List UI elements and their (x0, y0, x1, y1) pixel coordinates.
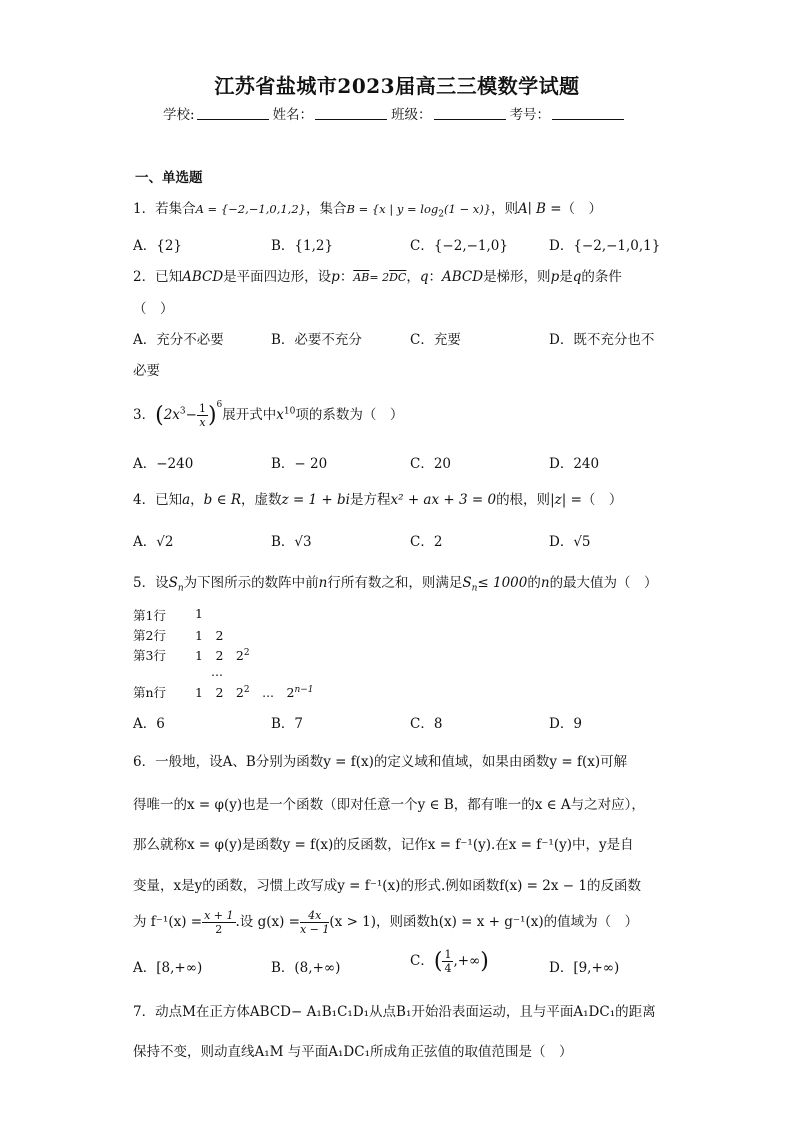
q4-z: z = 1 + bi (281, 492, 350, 508)
q4-a: a (182, 492, 191, 508)
name-label: 姓名： (272, 107, 314, 123)
page-title: 江苏省盐城市2023届高三三模数学试题 (214, 74, 580, 98)
q6-frac2-den: x − 1 (299, 923, 330, 936)
q6-g-def: .设 g(x) = (235, 914, 300, 930)
q5-rown-exp: 2 (243, 684, 250, 695)
q2-option-c[interactable]: C．充要 (410, 332, 461, 348)
q2-abcd: ABCD (182, 269, 224, 285)
q5-rown-tail-exp: n−1 (294, 684, 314, 695)
q5-ineq-sub: n (471, 583, 478, 594)
q3-minus: − (185, 407, 197, 423)
q6-option-c-den: 4 (444, 962, 452, 975)
q3-rparen: ) (207, 403, 217, 428)
q3-option-b[interactable]: B．− 20 (271, 456, 328, 472)
q2-vector-ab: $\overline{AB}$ (353, 271, 370, 284)
q2-option-d[interactable]: D．既不充分也不 (549, 332, 655, 348)
q1-option-a[interactable]: A．{2} (133, 238, 183, 254)
q6-option-c-tail: ,+∞ (453, 953, 481, 969)
question-5 (133, 571, 658, 594)
q6-line5-tail: (x > 1)，则函数h(x) = x + g⁻¹(x)的值域为（ ） (329, 914, 639, 930)
q5-table-row2-label: 第2行 (133, 628, 166, 643)
q4-option-d[interactable]: D．√5 (549, 534, 591, 550)
q3-text-b: 项的系数为（ ） (295, 407, 404, 423)
q1-log-base: 2 (438, 209, 444, 220)
q4-abs-z: |z| = (550, 492, 582, 508)
q4-text: 4．已知 (133, 492, 183, 508)
q6-line-1: 6．一般地，设A、B分别为函数y = f(x)的定义域和值域，如果由函数y = f(x)可解 (133, 754, 628, 770)
q2-abcd-2: ABCD (441, 269, 484, 285)
q5-text-e: 的最大值为（ ） (549, 575, 658, 591)
q2-colon-2: ： (428, 269, 442, 285)
question-1 (133, 197, 602, 220)
q4-b-in-r: b ∈ R (203, 492, 242, 508)
q5-text: 5．设 (133, 575, 169, 591)
q3-expr: 2x (163, 407, 180, 423)
q4-option-c[interactable]: C．2 (410, 534, 443, 550)
q1-expr: A∣ B = (518, 201, 562, 217)
q5-rown-text: 1 2 2 (195, 685, 244, 700)
q1-set-a: A = {−2,−1,0,1,2} (195, 202, 306, 216)
q6-option-c-fraction (442, 948, 453, 975)
q4-text-d: 是方程 (350, 492, 391, 508)
q1-text-c: ，则 (491, 201, 519, 217)
section-heading: 一、单选题 (135, 170, 203, 186)
question-3 (133, 400, 403, 429)
class-blank[interactable] (434, 107, 506, 120)
q7-line-1: 7．动点M在正方体ABCD− A₁B₁C₁D₁从点B₁开始沿表面运动，且与平面A₁DC₁的距离 (133, 1004, 656, 1020)
q5-n: n (318, 575, 328, 591)
q1-option-d[interactable]: D．{−2,−1,0,1} (549, 238, 661, 254)
question-2 (133, 265, 622, 285)
q5-table-row1-label: 第1行 (133, 608, 166, 623)
q5-table-dots: ... (211, 664, 223, 679)
q2-text: 2．已知 (133, 269, 183, 285)
question-4 (133, 488, 622, 508)
q6-c-lparen: ( (433, 949, 443, 974)
q2-p-2: p (550, 269, 560, 285)
q5-option-d[interactable]: D．9 (549, 716, 582, 732)
q3-option-d[interactable]: D．240 (549, 456, 600, 472)
q6-option-d[interactable]: D．[9,+∞) (549, 960, 620, 976)
q7-line-2: 保持不变，则动直线A₁M 与平面A₁DC₁所成角正弦值的取值范围是（ ） (133, 1044, 573, 1060)
q5-table-row2-values: 1 2 (195, 628, 224, 643)
exam-no-label: 考号： (509, 107, 551, 123)
q5-n-2: n (540, 575, 550, 591)
q2-p: p (331, 269, 340, 285)
q5-ineq-tail: ≤ 1000 (477, 575, 528, 591)
school-label: 学校: (163, 107, 195, 123)
q3-frac-num: 1 (198, 402, 206, 415)
q6-frac1-num: x + 1 (204, 909, 234, 922)
q1-option-b[interactable]: B．{1,2} (271, 238, 334, 254)
q5-option-c[interactable]: C．8 (410, 716, 443, 732)
q5-option-a[interactable]: A．6 (133, 716, 165, 732)
q6-option-c-label: C． (410, 953, 434, 969)
q4-paren: （ ） (581, 492, 623, 508)
q2-option-a[interactable]: A．充分不必要 (133, 332, 224, 348)
q1-text: 1．若集合 (133, 201, 196, 217)
class-label: 班级： (391, 107, 432, 123)
q5-rown-tail: ... 2 (249, 685, 295, 700)
q3-exp-3: 3 (179, 406, 186, 417)
student-info-line (163, 103, 628, 123)
q3-exp-6: 6 (216, 400, 223, 410)
q5-option-b[interactable]: B．7 (271, 716, 304, 732)
q1-set-b-tail: (1 − x)} (444, 202, 492, 216)
q3-lparen: ( (155, 403, 164, 428)
q5-sn-sub: n (177, 583, 184, 594)
q4-sep: ， (190, 492, 204, 508)
q5-text-c: 行所有数之和，则满足 (327, 575, 463, 591)
q3-number: 3． (133, 407, 156, 423)
q6-frac2-num: 4x (300, 909, 329, 923)
q6-fraction-1 (202, 909, 235, 936)
q6-option-a[interactable]: A．[8,+∞) (133, 960, 203, 976)
q1-option-c[interactable]: C．{−2,−1,0} (410, 238, 508, 254)
q2-q-2: q (572, 269, 582, 285)
q2-sep: ， (406, 269, 420, 285)
q5-table-row3-label: 第3行 (133, 648, 166, 663)
q4-text-e: 的根，则 (496, 492, 551, 508)
q6-finv: 为 f⁻¹(x) = (133, 914, 203, 930)
q5-row3-exp: 2 (243, 647, 250, 658)
q1-paren: （ ） (561, 201, 603, 217)
q1-text-b: ，集合 (305, 201, 347, 217)
q6-option-c-num: 1 (444, 948, 452, 961)
school-blank[interactable] (197, 107, 269, 120)
q6-option-b[interactable]: B．(8,+∞) (271, 960, 341, 976)
q2-eq: = 2 (369, 271, 390, 284)
q3-fraction (197, 402, 208, 429)
q2-text-d: 是 (559, 269, 573, 285)
q5-row3-text: 1 2 2 (195, 648, 244, 663)
exam-no-blank[interactable] (552, 107, 624, 120)
q4-text-c: ，虚数 (241, 492, 282, 508)
q3-exp-10: 10 (283, 406, 296, 417)
q5-text-d: 的 (527, 575, 541, 591)
q3-option-a[interactable]: A．−240 (133, 456, 194, 472)
q2-option-b[interactable]: B．必要不充分 (271, 332, 362, 348)
q5-text-b: 为下图所示的数阵中前 (183, 575, 319, 591)
q5-table-rown-label: 第n行 (133, 685, 167, 700)
q5-table-rown-values (195, 683, 314, 701)
q5-table-row1-values: 1 (195, 606, 203, 621)
q3-frac-den: x (199, 416, 206, 429)
q2-option-d-cont: 必要 (133, 363, 160, 379)
q2-q: q (419, 269, 429, 285)
q6-line-2: 得唯一的x = φ(y)也是一个函数（即对任意一个y ∈ B，都有唯一的x ∈ A与之对应）， (133, 797, 645, 813)
q6-line-4: 变量，x是y的函数，习惯上改写成y = f⁻¹(x)的形式.例如函数f(x) = 2x − 1的反函数 (133, 878, 641, 894)
q2-paren: （ ） (133, 301, 174, 317)
q5-sn: S (168, 575, 178, 591)
q5-table-row3-values (195, 646, 250, 664)
q2-text-b: 是平面四边形，设 (223, 269, 332, 285)
q2-colon: ： (339, 269, 354, 285)
q3-x: x (276, 407, 284, 423)
q3-option-c[interactable]: C．20 (410, 456, 452, 472)
q4-option-a[interactable]: A．√2 (133, 534, 174, 550)
q6-fraction-2 (300, 909, 329, 936)
q2-text-e: 的条件 (581, 269, 622, 285)
name-blank[interactable] (315, 107, 387, 120)
q6-frac1-den: 2 (215, 923, 223, 936)
q6-c-rparen: ) (480, 949, 489, 974)
q6-line-5 (133, 909, 638, 936)
q2-vector-dc: $\overline{DC}$ (389, 271, 407, 284)
q4-equation: x² + ax + 3 = 0 (390, 492, 497, 508)
q6-line-3: 那么就称x = φ(y)是函数y = f(x)的反函数，记作x = f⁻¹(y).在x = f⁻¹(y)中，y是自 (133, 837, 634, 853)
q6-option-c[interactable] (410, 948, 489, 975)
q2-text-c: 是梯形，则 (483, 269, 551, 285)
q4-option-b[interactable]: B．√3 (271, 534, 312, 550)
q3-text: 展开式中 (222, 407, 277, 423)
q5-ineq: S (462, 575, 472, 591)
q1-set-b: B = {x | y = log (346, 202, 439, 216)
